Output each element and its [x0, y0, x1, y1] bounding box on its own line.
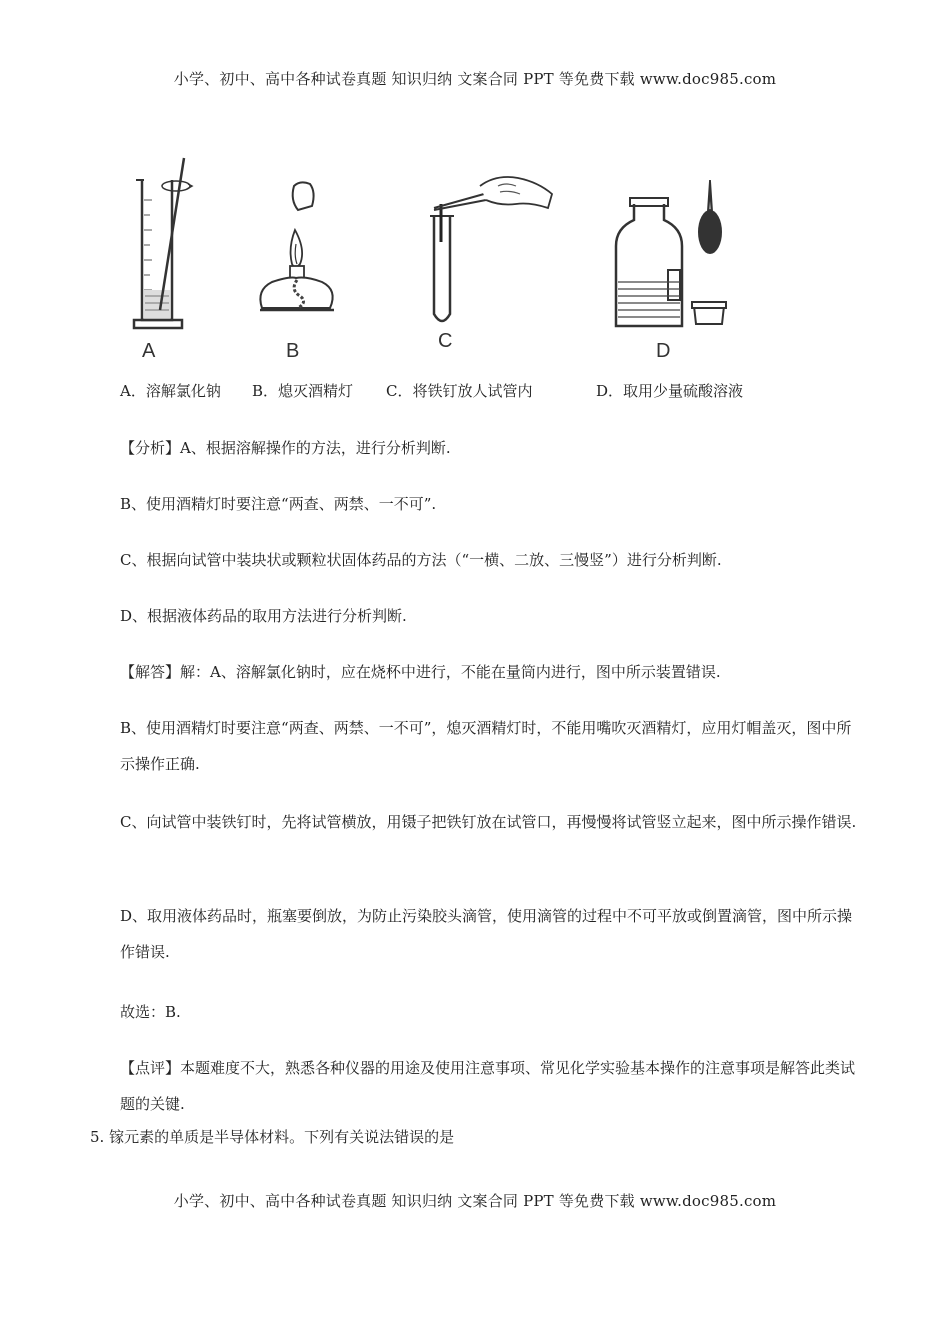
analysis-b: B、使用酒精灯时要注意“两查、两禁、一不可”.	[120, 495, 437, 513]
analysis-c: C、根据向试管中装块状或颗粒状固体药品的方法（“一横、二放、三慢竖”）进行分析判断.	[120, 551, 722, 569]
figure-label-a: A	[142, 340, 156, 362]
option-b: B．熄灭酒精灯	[252, 382, 354, 400]
figure-label-b: B	[286, 340, 300, 362]
figure-d-reagent-bottle	[610, 176, 750, 336]
analysis-d: D、根据液体药品的取用方法进行分析判断.	[120, 607, 407, 625]
option-c: C．将铁钉放人试管内	[386, 382, 533, 400]
solution-a: 【解答】解：A、溶解氯化钠时，应在烧杯中进行，不能在量筒内进行，图中所示装置错误.	[120, 663, 721, 681]
option-a: A．溶解氯化钠	[120, 382, 221, 400]
analysis-heading: 【分析】A、根据溶解操作的方法，进行分析判断.	[120, 439, 451, 457]
figure-label-c: C	[438, 330, 453, 352]
solution-b: B、使用酒精灯时要注意“两查、两禁、一不可”，熄灭酒精灯时，不能用嘴吹灭酒精灯，应用灯帽盖灭，图中所示操作正确.	[120, 719, 852, 773]
figure-label-d: D	[656, 340, 671, 362]
solution-d: D、取用液体药品时，瓶塞要倒放，为防止污染胶头滴管，使用滴管的过程中不可平放或倒置滴管，图中所示操作错误.	[120, 907, 853, 961]
final-answer: 故选：B.	[120, 1003, 181, 1021]
question-5: 5. 镓元素的单质是半导体材料。下列有关说法错误的是	[90, 1128, 455, 1146]
figure-a-graduated-cylinder	[130, 150, 200, 340]
option-d: D．取用少量硫酸溶液	[596, 382, 744, 400]
figure-b-alcohol-lamp	[250, 178, 340, 338]
comment: 【点评】本题难度不大，熟悉各种仪器的用途及使用注意事项、常见化学实验基本操作的注意事项是解答此类试题的关键.	[120, 1059, 856, 1113]
page-header: 小学、初中、高中各种试卷真题 知识归纳 文案合同 PPT 等免费下载 www.doc985.com	[173, 70, 777, 88]
page-footer: 小学、初中、高中各种试卷真题 知识归纳 文案合同 PPT 等免费下载 www.doc985.com	[173, 1192, 777, 1210]
experiment-figures	[120, 150, 760, 365]
figure-c-test-tube	[420, 164, 560, 334]
solution-c: C、向试管中装铁钉时，先将试管横放，用镊子把铁钉放在试管口，再慢慢将试管竖立起来，图中所示操作错误.	[120, 813, 857, 831]
